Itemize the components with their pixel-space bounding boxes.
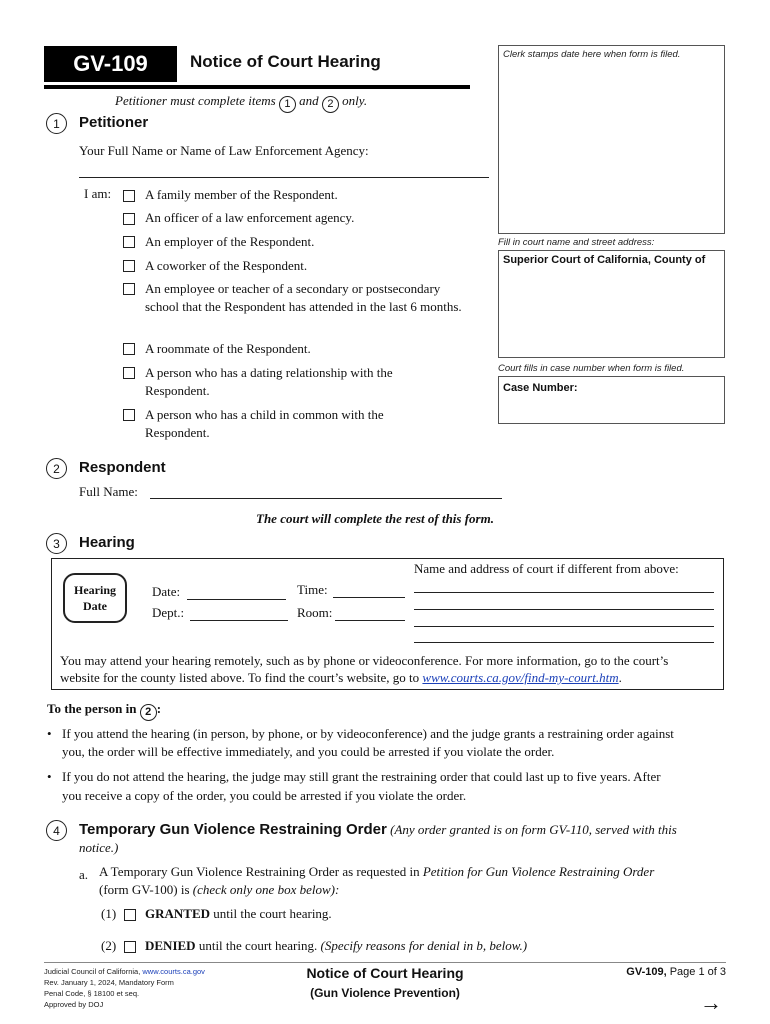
bullet-2: • xyxy=(47,769,52,784)
room-field[interactable] xyxy=(335,620,405,621)
time-label: Time: xyxy=(297,582,328,597)
footer-publisher-link[interactable]: www.courts.ca.gov xyxy=(142,967,205,976)
item-a-line-1 xyxy=(99,864,654,880)
section-3-title: Hearing xyxy=(79,534,135,551)
to-person-item-2-ref: 2 xyxy=(140,704,157,721)
section-4-title: Temporary Gun Violence Restraining Order xyxy=(79,821,387,838)
option-dating-relationship: A person who has a dating relationship with the Respondent. xyxy=(145,365,393,398)
item-a-line-2 xyxy=(99,882,339,898)
bullet-1-line-1: If you attend the hearing (in person, by phone, or by videoconference) and the judge grants a restraining order against xyxy=(62,726,674,741)
next-page-arrow-icon: → xyxy=(700,990,722,1015)
footer-revision: Rev. January 1, 2024, Mandatory Form xyxy=(44,978,174,987)
header-divider xyxy=(44,85,470,89)
footer-form-title: Notice of Court Hearing xyxy=(306,965,464,981)
dept-label: Dept.: xyxy=(152,605,185,620)
item-a-line2-prefix: (form GV-100) is xyxy=(99,882,190,897)
i-am-label: I am: xyxy=(84,186,112,201)
instructions-middle: and xyxy=(299,93,319,108)
respondent-name-field[interactable] xyxy=(150,498,502,499)
option-coworker: A coworker of the Respondent. xyxy=(145,258,308,273)
checkbox-denied[interactable] xyxy=(124,941,136,953)
footer-penal-code: Penal Code, § 18100 et seq. xyxy=(44,989,140,998)
bullet-1: • xyxy=(47,726,52,741)
item-1-ref: 1 xyxy=(279,96,296,113)
clerk-stamp-label: Clerk stamps date here when form is filed. xyxy=(503,49,681,60)
item-a-line2-italic: (check only one box below): xyxy=(192,882,340,897)
respondent-name-label: Full Name: xyxy=(79,484,138,499)
to-person-heading xyxy=(47,701,161,721)
granted-label: GRANTED xyxy=(145,906,211,921)
option-child-in-common: A person who has a child in common with the Respondent. xyxy=(145,407,384,440)
footer-divider xyxy=(44,962,726,963)
footer-approval: Approved by DOJ xyxy=(44,1000,104,1009)
alt-court-label: Name and address of court if different from above: xyxy=(414,561,679,576)
option-family-member: A family member of the Respondent. xyxy=(145,187,338,202)
item-2-ref: 2 xyxy=(322,96,339,113)
remote-text-2-suffix: . xyxy=(618,670,622,685)
case-number-label: Case Number: xyxy=(503,382,578,394)
denied-option xyxy=(145,938,527,954)
to-person-colon: : xyxy=(156,701,162,716)
checkbox-law-enforcement[interactable] xyxy=(123,213,135,225)
option-employee-teacher: An employee or teacher of a secondary or postsecondary school that the Respondent has attended in the last 6 months. xyxy=(145,281,462,314)
section-4-note-2: notice.) xyxy=(79,840,119,855)
section-1-title: Petitioner xyxy=(79,114,149,131)
checkbox-dating-relationship[interactable] xyxy=(123,367,135,379)
bullet-1-line-2: you, the order will be effective immediately, and you could be arrested if you violate the order. xyxy=(62,744,555,759)
item-a-label: a. xyxy=(79,867,89,882)
section-4-heading xyxy=(79,821,677,838)
footer-form-subtitle: (Gun Violence Prevention) xyxy=(310,986,460,1000)
section-1-number: 1 xyxy=(46,113,67,134)
footer-page-info xyxy=(560,966,726,978)
footer-publisher-info xyxy=(44,966,205,1010)
section-2-title: Respondent xyxy=(79,459,166,476)
item-a-prefix: A Temporary Gun Violence Restraining Order as requested in xyxy=(99,864,420,879)
petitioner-name-label: Your Full Name or Name of Law Enforcement Agency: xyxy=(79,143,369,158)
footer-form-id: GV-109, xyxy=(626,966,667,978)
find-my-court-link[interactable]: www.courts.ca.gov/find-my-court.htm xyxy=(422,670,619,685)
alt-court-line-2[interactable] xyxy=(414,609,714,610)
denied-instructions: (Specify reasons for denial in b, below.) xyxy=(320,938,528,953)
footer-page-number: Page 1 of 3 xyxy=(669,966,726,978)
remote-hearing-text-2 xyxy=(60,670,622,686)
denied-label: DENIED xyxy=(145,938,196,953)
instructions-prefix: Petitioner must complete items xyxy=(115,93,276,108)
section-2-number: 2 xyxy=(46,458,67,479)
checkbox-child-in-common[interactable] xyxy=(123,409,135,421)
date-label: Date: xyxy=(152,584,181,599)
date-field[interactable] xyxy=(187,599,286,600)
instructions-suffix: only. xyxy=(342,93,368,108)
option-employer: An employer of the Respondent. xyxy=(145,234,315,249)
checkbox-granted[interactable] xyxy=(124,909,136,921)
court-name-field[interactable] xyxy=(498,250,725,358)
hearing-date-badge xyxy=(63,573,127,623)
checkbox-employer[interactable] xyxy=(123,236,135,248)
checkbox-family-member[interactable] xyxy=(123,190,135,202)
alt-court-line-3[interactable] xyxy=(414,626,714,627)
denied-rest: until the court hearing. xyxy=(198,938,318,953)
footer-publisher: Judicial Council of California, xyxy=(44,967,141,976)
bullet-2-line-2: you receive a copy of the order, you could be arrested if you violate the order. xyxy=(62,788,467,803)
section-4-note-1: (Any order granted is on form GV-110, served with this xyxy=(390,822,677,837)
item-a-petition-title: Petition for Gun Violence Restraining Order xyxy=(422,864,655,879)
hearing-badge-line1: Hearing xyxy=(74,583,116,597)
court-name-value: Superior Court of California, County of xyxy=(503,254,706,266)
dept-field[interactable] xyxy=(190,620,288,621)
section-3-number: 3 xyxy=(46,533,67,554)
checkbox-employee-teacher[interactable] xyxy=(123,283,135,295)
checkbox-coworker[interactable] xyxy=(123,260,135,272)
hearing-badge-line2: Date xyxy=(83,599,107,613)
granted-option xyxy=(145,906,332,922)
room-label: Room: xyxy=(297,605,333,620)
remote-text-2-prefix: website for the county listed above. To find the court’s website, go to xyxy=(60,670,420,685)
section-4-number: 4 xyxy=(46,820,67,841)
clerk-stamp-box xyxy=(498,45,725,234)
alt-court-line-1[interactable] xyxy=(414,592,714,593)
form-title: Notice of Court Hearing xyxy=(190,52,381,71)
time-field[interactable] xyxy=(333,597,405,598)
remote-hearing-text-1: You may attend your hearing remotely, such as by phone or videoconference. For more information, go to the court’s xyxy=(60,653,669,668)
alt-court-line-4[interactable] xyxy=(414,642,714,643)
court-completes-note: The court will complete the rest of this form. xyxy=(256,511,494,526)
case-number-hint: Court fills in case number when form is filed. xyxy=(498,363,685,374)
court-name-label: Fill in court name and street address: xyxy=(498,237,655,248)
bullet-2-line-1: If you do not attend the hearing, the judge may still grant the restraining order that could last up to five years. After xyxy=(62,769,661,784)
granted-rest: until the court hearing. xyxy=(213,906,332,921)
checkbox-roommate[interactable] xyxy=(123,343,135,355)
petitioner-name-field[interactable] xyxy=(79,177,489,178)
option-law-enforcement: An officer of a law enforcement agency. xyxy=(145,210,355,225)
option-roommate: A roommate of the Respondent. xyxy=(145,341,311,356)
denied-number: (2) xyxy=(101,938,117,953)
instructions xyxy=(115,93,367,113)
granted-number: (1) xyxy=(101,906,117,921)
form-id-badge: GV-109 xyxy=(44,46,177,82)
to-person-label: To the person in xyxy=(47,701,137,716)
